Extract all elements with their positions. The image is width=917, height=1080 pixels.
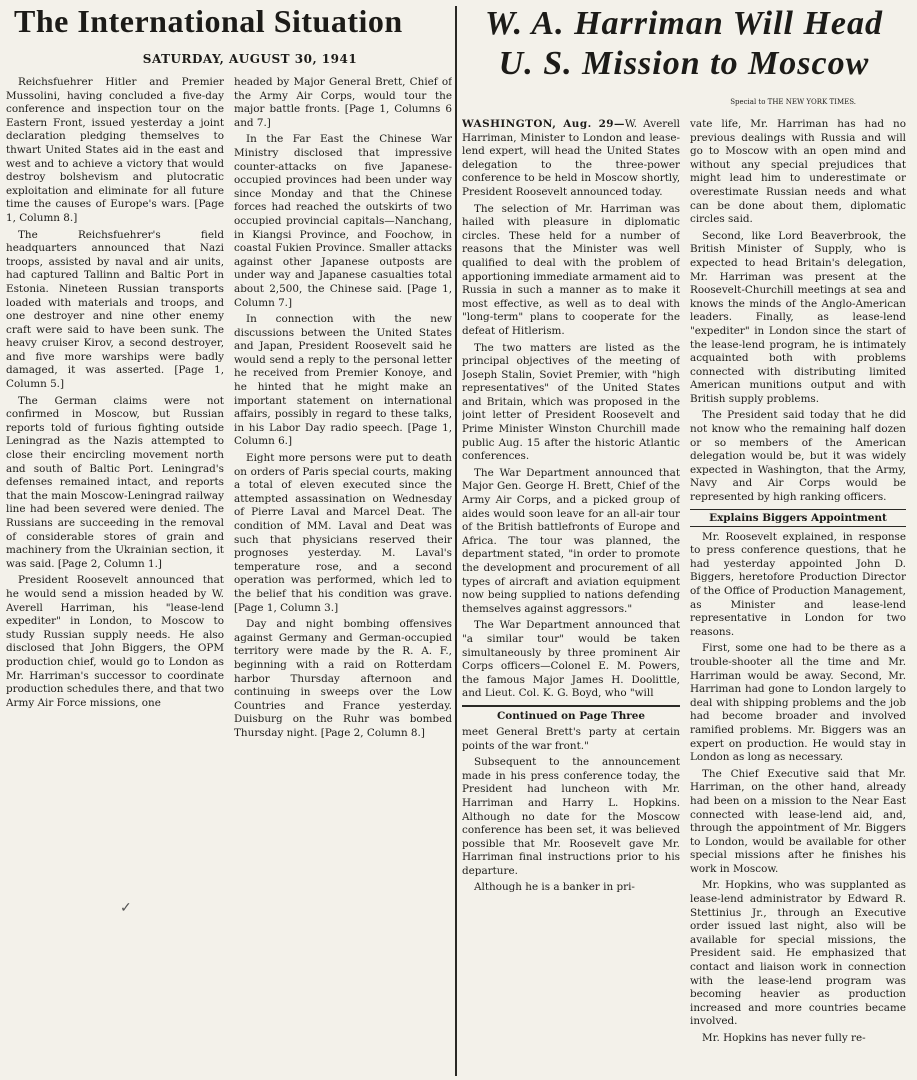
- paragraph: The German claims were not confirmed in Moscow, but Russian reports told of furious fighting outside Leningrad as the Nazis attempted to close their encircling movement north and south of Baltic Port. Leningrad's defenses remained intact, and reports that the main Moscow-Leningrad railway line had been severed were denied. The Russians are succeeding in the removal of considerable stores of grain and machinery from the Ukrainian section, it was said. [Page 2, Column 1.]: [6, 394, 224, 570]
- right-article-columns: [458, 118, 910, 1080]
- right-column-1-continued: [462, 726, 680, 895]
- paragraph: Day and night bombing offensives against Germany and German-occupied territory were made by the R. A. F., beginning with a raid on Rotterdam harbor Thursday afternoon and continuing in sweeps over the Low Countries and France yesterday. Duisburg on the Ruhr was bombed Thursday night. [Page 2, Column 8.]: [234, 618, 452, 739]
- paragraph: The Reichsfuehrer's field headquarters announced that Nazi troops, assisted by naval and air units, had captured Tallinn and Baltic Port in Estonia. Nineteen Russian transports loaded with materials and troops, and one destroyer and nine other enemy craft were said to have been sunk. The heavy cruiser Kirov, a second destroyer, and five more warships were badly damaged, it was asserted. [Page 1, Column 5.]: [6, 228, 224, 391]
- right-column-1-body: [462, 203, 680, 701]
- right-column-1: [462, 118, 680, 1080]
- paragraph: President Roosevelt announced that he would send a mission headed by W. Averell Harriman, his "lease-lend expediter" in London, to Moscow to study Russian supply needs. He also disclosed that John Biggers, the OPM production chief, would go to London as Mr. Harriman's successor to coordinate production schedules there, and that two Army Air Force missions, one: [6, 574, 224, 709]
- paragraph: Second, like Lord Beaverbrook, the British Minister of Supply, who is expected to head Britain's delegation, Mr. Harriman was present at the Roosevelt-Churchill meetings at sea and knows the minds of the Anglo-American leaders. Finally, as lease-lend "expediter" in London since the start of the lease-lend program, he is intimately acquainted both with problems connected with distributing limited American munitions output and with British supply problems.: [690, 229, 906, 405]
- paragraph: Eight more persons were put to death on orders of Paris special courts, making a total of eleven executed since the attempted assassination on Wednesday of Pierre Laval and Marcel Deat. The condition of MM. Laval and Deat was such that physicians reserved their prognoses yesterday. M. Laval's temperature rose, and a second operation was performed, which led to the belief that his condition was grave. [Page 1, Column 3.]: [234, 452, 452, 614]
- paragraph: The two matters are listed as the principal objectives of the meeting of Joseph Stalin, Soviet Premier, with "high representatives" of the United States and Britain, which was proposed in the joint letter of President Roosevelt and Prime Minister Winston Churchill made public Aug. 15 after the historic Atlantic conferences.: [462, 341, 680, 463]
- right-column-2-continued: [690, 531, 906, 1046]
- left-column-2: [234, 76, 452, 1016]
- byline-special: Special to THE NEW YORK TIMES.: [730, 98, 856, 106]
- headline-line-2: U. S. Mission to Moscow: [498, 45, 870, 82]
- subhead-biggers: Explains Biggers Appointment: [690, 509, 906, 527]
- paragraph: The President said today that he did not know who the remaining half dozen or so members of the American delegation would be, but it was widely expected in Washington, that the Army, Navy and Air Corps would be represented by high ranking officers.: [690, 409, 906, 504]
- lead-paragraph: [462, 118, 680, 200]
- headline-international-situation: The International Situation: [14, 3, 403, 39]
- paragraph: In connection with the new discussions between the United States and Japan, President Roosevelt said he would send a reply to the personal letter he received from Premier Konoye, and he hinted that he might make an important statement on international affairs, possibly in regard to these talks, in his Labor Day radio speech. [Page 1, Column 6.]: [234, 313, 452, 448]
- paragraph: First, some one had to be there as a trouble-shooter all the time and Mr. Harriman would be away. Second, Mr. Harriman had gone to London largely to deal with shipping problems and the job had become broader and involved ramified problems. Mr. Biggers was an expert on production. He would stay in London as long as necessary.: [690, 642, 906, 764]
- paragraph: headed by Major General Brett, Chief of the Army Air Corps, would tour the major battle fronts. [Page 1, Columns 6 and 7.]: [234, 76, 452, 129]
- left-column-1: [6, 76, 224, 1016]
- issue-date: SATURDAY, AUGUST 30, 1941: [142, 52, 358, 66]
- paragraph: The War Department announced that Major Gen. George H. Brett, Chief of the Army Air Corps, and a picked group of aides would soon leave for an all-air tour of the British battlefronts of Europe and Africa. The tour was planned, the department stated, "in order to promote the development and procurement of all types of aircraft and aviation equipment now being supplied to nations defending themselves against aggressors.": [462, 466, 680, 615]
- left-article-columns: [6, 76, 454, 1016]
- paragraph: In the Far East the Chinese War Ministry disclosed that impressive counter-attacks on five Japanese-occupied provinces had been under way since Monday and that the Chinese forces had reached the outskirts of two occupied provincial capitals—Nanchang, in Kiangsi Province, and Foochow, in coastal Fukien Province. Smaller attacks against other Japanese outposts are under way and Japanese casualties total about 2,500, the Chinese said. [Page 1, Column 7.]: [234, 133, 452, 309]
- paragraph: Although he is a banker in pri-: [474, 881, 635, 894]
- paragraph: The War Department announced that "a similar tour" would be taken simultaneously by three prominent Air Corps officers—Colonel E. M. Powers, the famous Major James H. Doolittle, and Lieut. Col. K. G. Boyd, who "will: [462, 619, 680, 700]
- paragraph: meet General Brett's party at certain points of the war front.": [462, 725, 680, 752]
- paragraph: Mr. Hopkins has never fully re-: [702, 1032, 866, 1044]
- column-divider: [455, 6, 457, 1076]
- paragraph: Reichsfuehrer Hitler and Premier Mussolini, having concluded a five-day conference and inspection tour on the Eastern Front, issued yesterday a joint declaration pledging themselves to thwart United States aid in the east and west and to achieve a victory that would destroy bolshevism and plutocratic exploitation and eliminate for all future time the causes of Europe's wars. [Page 1, Column 8.]: [6, 76, 224, 224]
- paragraph: vate life, Mr. Harriman has had no previous dealings with Russia and will go to Moscow with an open mind and without any special prejudices that might lead him to underestimate or overestimate Russian needs and what can be done about them, diplomatic circles said.: [690, 118, 906, 226]
- paragraph: The selection of Mr. Harriman was hailed with pleasure in diplomatic circles. These held for a number of reasons that the Minister was well qualified to deal with the problem of apportioning immediate armament aid to Russia in such a manner as to make it most effective, as well as to deal with "long-term" plans to cooperate for the defeat of Hitlerism.: [462, 202, 680, 337]
- dateline: WASHINGTON, Aug. 29—: [462, 118, 625, 130]
- paragraph: Mr. Hopkins, who was supplanted as lease-lend administrator by Edward R. Stettinius Jr., through an Executive order issued last night, also will be available for special missions, the President said. He emphasized that contact and liaison work in connection with the lease-lend program was becoming heavier as production increased and more countries became involved.: [690, 879, 906, 1028]
- right-column-2: [690, 118, 906, 1080]
- paragraph: Subsequent to the announcement made in his press conference today, the President had luncheon with Mr. Harriman and Harry L. Hopkins. Although no date for the Moscow conference has been set, it was believed possible that Mr. Roosevelt gave Mr. Harriman final instructions prior to his departure.: [462, 756, 680, 877]
- harriman-mission-article: [458, 4, 910, 1080]
- paragraph: Mr. Roosevelt explained, in response to press conference questions, that he had yesterday appointed John D. Biggers, heretofore Production Director of the Office of Production Management, as Minister and lease-lend representative in London for two reasons.: [690, 530, 906, 638]
- right-column-2-body: [690, 118, 906, 505]
- headline-line-1: W. A. Harriman Will Head: [484, 5, 884, 42]
- international-situation-article: [6, 4, 454, 1044]
- continued-notice: Continued on Page Three: [462, 705, 680, 722]
- pencil-mark: ✓: [120, 900, 132, 916]
- paragraph: The Chief Executive said that Mr. Harriman, on the other hand, already had been on a mission to the Near East connected with lease-lend aid, and, through the appointment of Mr. Biggers to London, would be available for other special missions after he finishes his work in Moscow.: [690, 767, 906, 875]
- lead-text: W. Averell Harriman, Minister to London and lease-lend expert, will head the United States delegation to the three-power conference to be held in Moscow shortly, President Roosevelt announced today.: [462, 118, 680, 198]
